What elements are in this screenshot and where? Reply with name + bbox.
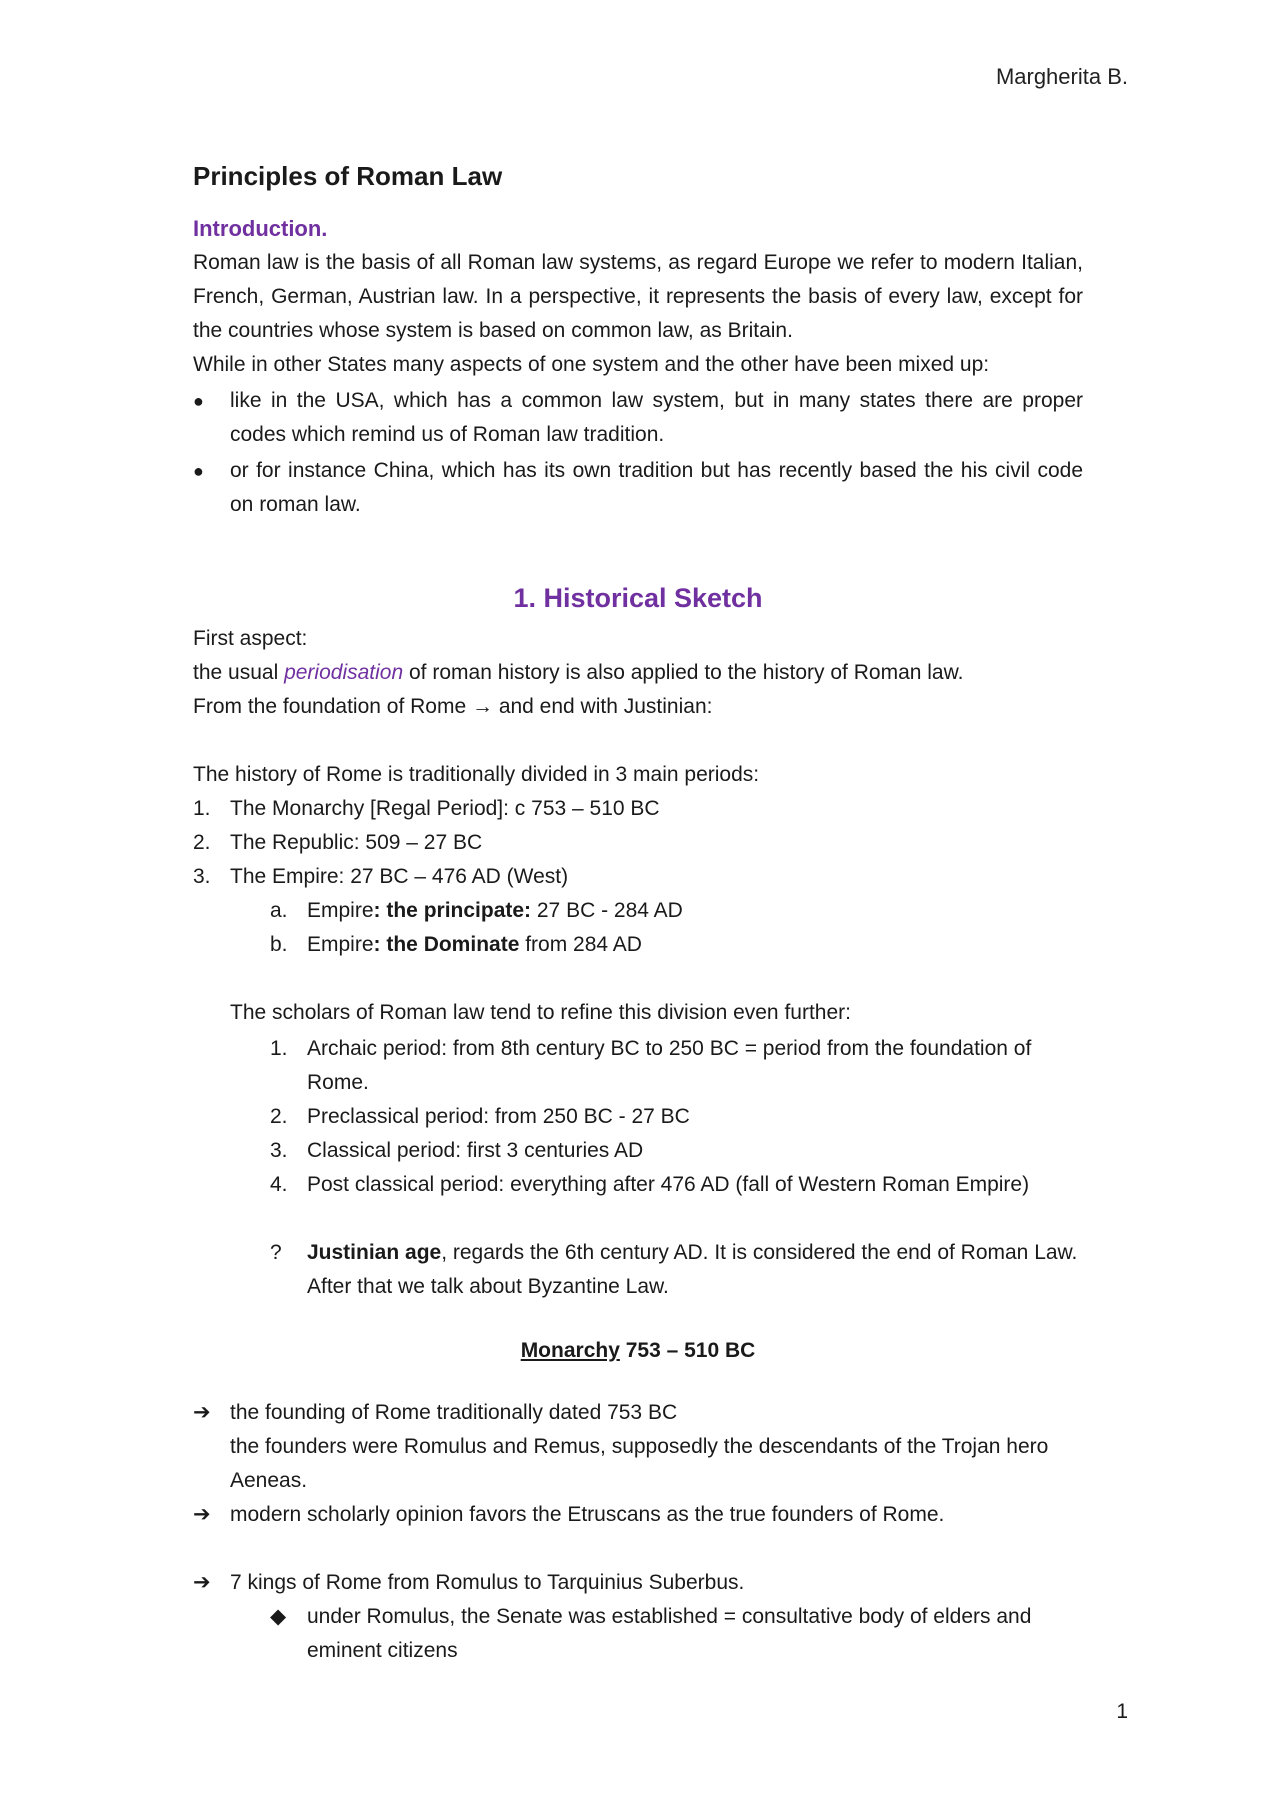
empire-dates: from 284 AD	[519, 933, 642, 956]
monarchy-point-text: the founding of Rome traditionally dated 753 BC	[230, 1401, 678, 1424]
list-number: 3.	[193, 865, 211, 888]
refined-period-text: Archaic period: from 8th century BC to 250 BC = period from the foundation of Rome.	[307, 1037, 1032, 1094]
kings-sublist	[270, 1600, 1083, 1668]
justinian-text: , regards the 6th century AD. It is considered the end of Roman Law. After that we talk about Byzantine Law.	[307, 1241, 1078, 1298]
document-body	[193, 158, 1083, 1668]
monarchy-points	[193, 1396, 1083, 1532]
period-text: The Empire: 27 BC – 476 AD (West)	[230, 865, 569, 888]
periods-list	[193, 792, 1083, 894]
refined-period-text: Post classical period: everything after 476 AD (fall of Western Roman Empire)	[307, 1173, 1030, 1196]
list-item	[270, 1100, 1083, 1134]
list-number: 4.	[270, 1173, 288, 1196]
monarchy-point-text: modern scholarly opinion favors the Etruscans as the true founders of Rome.	[230, 1503, 945, 1526]
foundation-sentence: From the foundation of Rome → and end with Justinian:	[193, 695, 713, 718]
empire-phase-bold: : the Dominate	[373, 933, 520, 956]
page-number: 1	[1116, 1700, 1128, 1723]
bullet-text: like in the USA, which has a common law system, but in many states there are proper codes which remind us of Roman law tradition.	[230, 389, 1083, 446]
empire-label: Empire	[307, 899, 374, 922]
spacer	[193, 1532, 1083, 1566]
list-letter: b.	[270, 933, 288, 956]
list-item	[193, 1396, 1083, 1498]
intro-paragraph: Roman law is the basis of all Roman law systems, as regard Europe we refer to modern Italian, French, German, Austrian law. In a perspective, it represents the basis of every law, except for the countries whose system is based on common law, as Britain.	[193, 251, 1083, 342]
question-mark-icon: ?	[270, 1241, 282, 1264]
diamond-bullet-icon: ◆	[270, 1605, 287, 1628]
periodisation-post: of roman history is also applied to the history of Roman law.	[403, 661, 964, 684]
list-number: 1.	[193, 797, 211, 820]
empire-sublist	[270, 894, 1083, 962]
list-item	[193, 826, 1083, 860]
empire-dates: 27 BC - 284 AD	[531, 899, 683, 922]
justinian-bold: Justinian age	[307, 1241, 442, 1264]
spacer	[193, 724, 1083, 758]
scholars-intro: The scholars of Roman law tend to refine this division even further:	[230, 1001, 851, 1024]
monarchy-heading-underlined: Monarchy	[520, 1339, 620, 1362]
empire-label: Empire	[307, 933, 374, 956]
author-name: Margherita B.	[995, 64, 1128, 89]
refined-period-text: Classical period: first 3 centuries AD	[307, 1139, 644, 1162]
list-item	[270, 1032, 1083, 1100]
kings-subpoint-text: under Romulus, the Senate was established = consultative body of elders and eminent citizens	[307, 1605, 1032, 1662]
refined-period-text: Preclassical period: from 250 BC - 27 BC	[307, 1105, 690, 1128]
list-item	[270, 1134, 1083, 1168]
section-heading-historical-sketch: 1. Historical Sketch	[513, 583, 763, 613]
list-item	[270, 894, 1083, 928]
periodisation-term: periodisation	[284, 661, 404, 684]
list-item	[193, 792, 1083, 826]
monarchy-heading-dates: 753 – 510 BC	[619, 1339, 756, 1362]
bullet-text: or for instance China, which has its own tradition but has recently based the his civil code on roman law.	[230, 459, 1083, 516]
intro-mixed-systems: While in other States many aspects of one system and the other have been mixed up:	[193, 353, 990, 376]
period-text: The Republic: 509 – 27 BC	[230, 831, 483, 854]
arrow-right-icon: ➔	[193, 1571, 211, 1594]
monarchy-kings-points	[193, 1566, 1083, 1600]
list-item	[193, 860, 1083, 894]
periods-intro: The history of Rome is traditionally divided in 3 main periods:	[193, 763, 760, 786]
list-number: 2.	[193, 831, 211, 854]
intro-bullet-list	[193, 384, 1083, 522]
list-item	[193, 1498, 1083, 1532]
arrow-right-icon: ➔	[193, 1401, 211, 1424]
refined-periods-list	[270, 1032, 1083, 1202]
list-item	[193, 384, 1083, 452]
list-number: 3.	[270, 1139, 288, 1162]
bullet-icon: ●	[193, 461, 204, 481]
intro-heading: Introduction.	[193, 216, 328, 241]
periodisation-pre: the usual	[193, 661, 285, 684]
list-item	[193, 454, 1083, 522]
list-item	[270, 928, 1083, 962]
list-item	[270, 1600, 1083, 1668]
list-letter: a.	[270, 899, 288, 922]
first-aspect-label: First aspect:	[193, 627, 308, 650]
list-number: 1.	[270, 1037, 288, 1060]
periodisation-sentence	[193, 656, 1083, 690]
bullet-icon: ●	[193, 391, 204, 411]
monarchy-heading	[193, 1334, 1083, 1368]
period-text: The Monarchy [Regal Period]: c 753 – 510 BC	[230, 797, 660, 820]
monarchy-point-text: the founders were Romulus and Remus, supposedly the descendants of the Trojan hero Aeneas.	[230, 1435, 1049, 1492]
list-number: 2.	[270, 1105, 288, 1128]
justinian-note	[270, 1236, 1083, 1304]
monarchy-point-text: 7 kings of Rome from Romulus to Tarquinius Suberbus.	[230, 1571, 745, 1594]
arrow-right-icon: ➔	[193, 1503, 211, 1526]
empire-phase-bold: : the principate:	[373, 899, 532, 922]
document-title: Principles of Roman Law	[193, 161, 503, 191]
list-item	[270, 1168, 1083, 1202]
list-item	[193, 1566, 1083, 1600]
